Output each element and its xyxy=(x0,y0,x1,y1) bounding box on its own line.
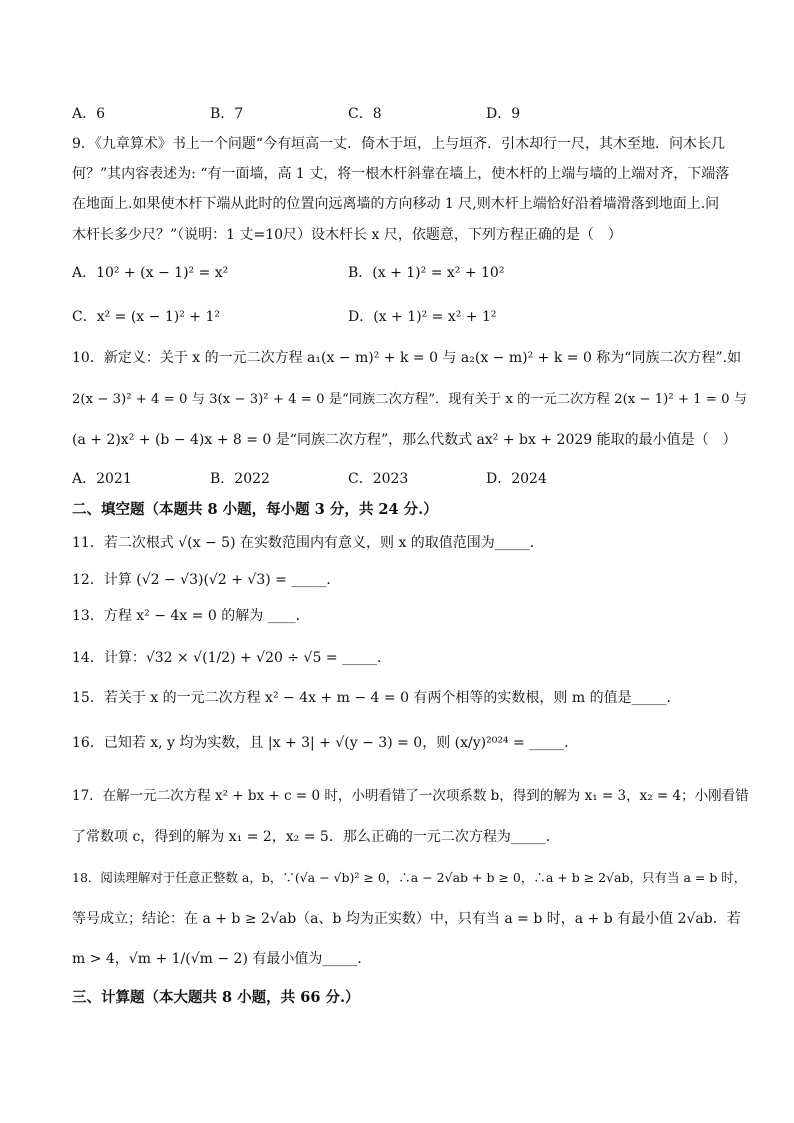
q18-line-2: 等号成立；结论：在 a + b ≥ 2√ab（a、b 均为正实数）中，只有当 a = b 时，a + b 有最小值 2√ab．若 xyxy=(72,911,741,927)
q9-option-b: B．(x + 1)² = x² + 10² xyxy=(348,265,505,281)
q9-line-3: 在地面上.如果使木杆下端从此时的位置向远离墙的方向移动 1 尺,则木杆上端恰好沿着墙滑落到地面上.问 xyxy=(72,196,720,212)
q9-line-4: 木杆长多少尺？”（说明：1 丈=10尺）设木杆长 x 尺，依题意，下列方程正确的是（ ） xyxy=(72,227,622,243)
q10-option-b: B．2022 xyxy=(210,471,270,487)
q12: 12．计算 (√2 − √3)(√2 + √3) = _____． xyxy=(72,572,341,588)
q8-option-b: B．7 xyxy=(210,106,244,122)
q10-option-a: A．2021 xyxy=(72,471,132,487)
q14: 14．计算：√32 × √(1/2) + √20 ÷ √5 = _____． xyxy=(72,650,392,666)
q17-line-1: 17．在解一元二次方程 x² + bx + c = 0 时，小明看错了一次项系数 b，得到的解为 x₁ = 3，x₂ = 4；小刚看错 xyxy=(72,788,749,804)
section-3-heading: 三、计算题（本大题共 8 小题，共 66 分.） xyxy=(72,989,360,1006)
q15: 15．若关于 x 的一元二次方程 x² − 4x + m − 4 = 0 有两个相等的实数根，则 m 的值是_____． xyxy=(72,690,681,706)
q9-option-c: C．x² = (x − 1)² + 1² xyxy=(72,309,220,325)
q10-line-1: 10．新定义：关于 x 的一元二次方程 a₁(x − m)² + k = 0 与 a₂(x − m)² + k = 0 称为“同族二次方程”.如 xyxy=(72,350,742,366)
q11: 11．若二次根式 √(x − 5) 在实数范围内有意义，则 x 的取值范围为_____． xyxy=(72,535,544,551)
q10-line-2: 2(x − 3)² + 4 = 0 与 3(x − 3)² + 4 = 0 是“同族二次方程”．现有关于 x 的一元二次方程 2(x − 1)² + 1 = 0 与 xyxy=(72,392,748,407)
q9-line-2: 何？”其内容表述为: “有一面墙，高 1 丈，将一根木杆斜靠在墙上，使木杆的上端与墙的上端对齐，下端落 xyxy=(72,166,730,182)
q13: 13．方程 x² − 4x = 0 的解为 ____． xyxy=(72,608,310,624)
q18-line-1: 18．阅读理解对于任意正整数 a，b，∵(√a − √b)² ≥ 0，∴a − 2√ab + b ≥ 0，∴a + b ≥ 2√ab，只有当 a = b 时， xyxy=(72,870,747,885)
q10-option-d: D．2024 xyxy=(486,471,547,487)
q8-option-d: D．9 xyxy=(486,106,521,122)
q10-line-3: (a + 2)x² + (b − 4)x + 8 = 0 是“同族二次方程”，那么代数式 ax² + bx + 2029 能取的最小值是（ ） xyxy=(72,432,737,448)
q9-line-1: 9．《九章算术》书上一个问题“今有垣高一丈．倚木于垣，上与垣齐．引木却行一尺，其木至地．问木长几 xyxy=(72,136,726,152)
q10-option-c: C．2023 xyxy=(348,471,409,487)
q8-option-c: C．8 xyxy=(348,106,382,122)
q8-option-a: A．6 xyxy=(72,106,106,122)
q9-option-a: A．10² + (x − 1)² = x² xyxy=(72,265,229,281)
q9-option-d: D．(x + 1)² = x² + 1² xyxy=(348,309,497,325)
section-2-heading: 二、填空题（本题共 8 小题，每小题 3 分，共 24 分.） xyxy=(72,501,438,518)
q18-line-3: m > 4，√m + 1/(√m − 2) 有最小值为_____． xyxy=(72,951,372,967)
q16: 16．已知若 x, y 均为实数，且 |x + 3| + √(y − 3) = 0，则 (x/y)²⁰²⁴ = _____． xyxy=(72,735,579,751)
q17-line-2: 了常数项 c，得到的解为 x₁ = 2，x₂ = 5．那么正确的一元二次方程为_____． xyxy=(72,829,560,845)
